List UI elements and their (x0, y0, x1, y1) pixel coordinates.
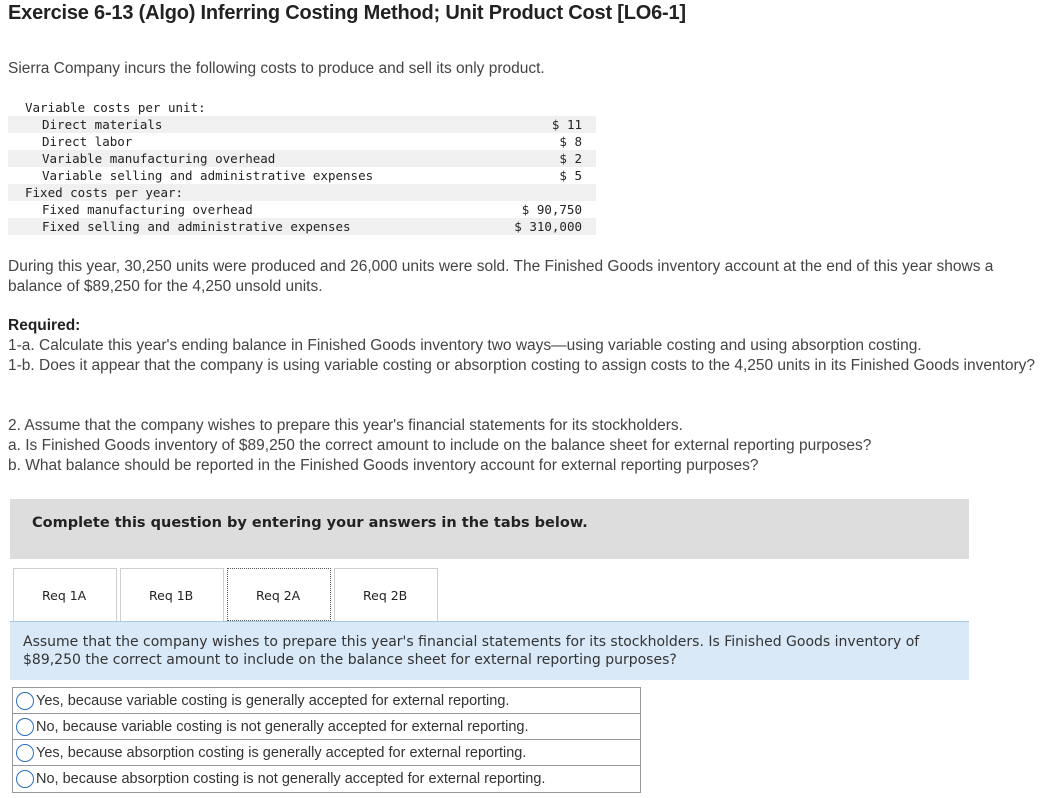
required-2a: a. Is Finished Goods inventory of $89,250 the correct amount to include on the balance sheet for external reporting purposes? (8, 437, 872, 454)
tab-label: Req 2A (256, 588, 301, 603)
cost-value: $ 5 (559, 168, 582, 183)
cost-label: Direct materials (42, 117, 163, 132)
tab-req-1b[interactable] (120, 568, 224, 621)
option-label: Yes, because absorption costing is generally accepted for external reporting. (36, 745, 527, 761)
tab-label: Req 1A (42, 588, 87, 603)
option-no-absorption[interactable] (13, 766, 640, 792)
option-label: Yes, because variable costing is generally accepted for external reporting. (36, 693, 510, 709)
tab-req-2b[interactable] (334, 568, 438, 621)
option-no-variable[interactable] (13, 714, 640, 740)
required-2-list (8, 416, 1038, 476)
cost-row-variable-selling-admin (8, 167, 596, 184)
variable-costs-header-row (8, 99, 596, 116)
radio-button-icon[interactable] (16, 744, 34, 762)
question-panel (10, 622, 969, 680)
required-heading: Required: (8, 317, 81, 334)
radio-button-icon[interactable] (16, 718, 34, 736)
cost-value: $ 310,000 (514, 219, 582, 234)
cost-label: Variable selling and administrative expenses (42, 168, 374, 183)
cost-table (8, 99, 596, 235)
variable-costs-header: Variable costs per unit: (25, 100, 206, 115)
instructions-banner (10, 499, 969, 559)
required-1a: 1-a. Calculate this year's ending balance in Finished Goods inventory two ways—using variable costing and using absorption costing. (8, 337, 922, 354)
tab-label: Req 2B (363, 588, 408, 603)
cost-label: Direct labor (42, 134, 133, 149)
paragraph-during-year: During this year, 30,250 units were produced and 26,000 units were sold. The Finished Goods inventory account at the end of this year shows a balance of $89,250 for the 4,250 unsold units. (8, 258, 994, 295)
tab-label: Req 1B (149, 588, 194, 603)
question-text: Assume that the company wishes to prepare this year's financial statements for its stockholders. Is Finished Goods inventory of $89,250 the correct amount to include on the balance sheet for external reporting purposes? (23, 634, 920, 668)
option-yes-absorption[interactable] (13, 740, 640, 766)
cost-row-direct-labor (8, 133, 596, 150)
tab-req-1a[interactable] (13, 568, 117, 621)
page-title: Exercise 6-13 (Algo) Inferring Costing Method; Unit Product Cost [LO6-1] (8, 2, 686, 24)
radio-button-icon[interactable] (16, 770, 34, 788)
cost-row-fixed-selling-admin (8, 218, 596, 235)
cost-row-fixed-manufacturing-overhead (8, 201, 596, 218)
required-1b: 1-b. Does it appear that the company is using variable costing or absorption costing to assign costs to the 4,250 units in its Finished Goods inventory? (8, 357, 1036, 374)
answer-options (12, 687, 641, 793)
required-list (8, 336, 1045, 376)
intro-text: Sierra Company incurs the following costs to produce and sell its only product. (8, 60, 545, 77)
cost-value: $ 2 (559, 151, 582, 166)
option-label: No, because variable costing is not generally accepted for external reporting. (36, 719, 529, 735)
fixed-costs-header-row (8, 184, 596, 201)
required-2: 2. Assume that the company wishes to prepare this year's financial statements for its stockholders. (8, 417, 683, 434)
cost-value: $ 11 (551, 117, 582, 132)
option-label: No, because absorption costing is not generally accepted for external reporting. (36, 771, 546, 787)
fixed-costs-header: Fixed costs per year: (25, 185, 184, 200)
cost-label: Fixed manufacturing overhead (42, 202, 253, 217)
radio-button-icon[interactable] (16, 692, 34, 710)
required-2b: b. What balance should be reported in the Finished Goods inventory account for external reporting purposes? (8, 457, 759, 474)
option-yes-variable[interactable] (13, 688, 640, 714)
instructions-banner-text: Complete this question by entering your answers in the tabs below. (32, 515, 588, 531)
cost-label: Fixed selling and administrative expenses (42, 219, 351, 234)
cost-row-direct-materials (8, 116, 596, 133)
cost-label: Variable manufacturing overhead (42, 151, 276, 166)
cost-value: $ 8 (559, 134, 582, 149)
tab-req-2a[interactable] (227, 568, 331, 621)
cost-value: $ 90,750 (521, 202, 582, 217)
cost-row-variable-manufacturing-overhead (8, 150, 596, 167)
